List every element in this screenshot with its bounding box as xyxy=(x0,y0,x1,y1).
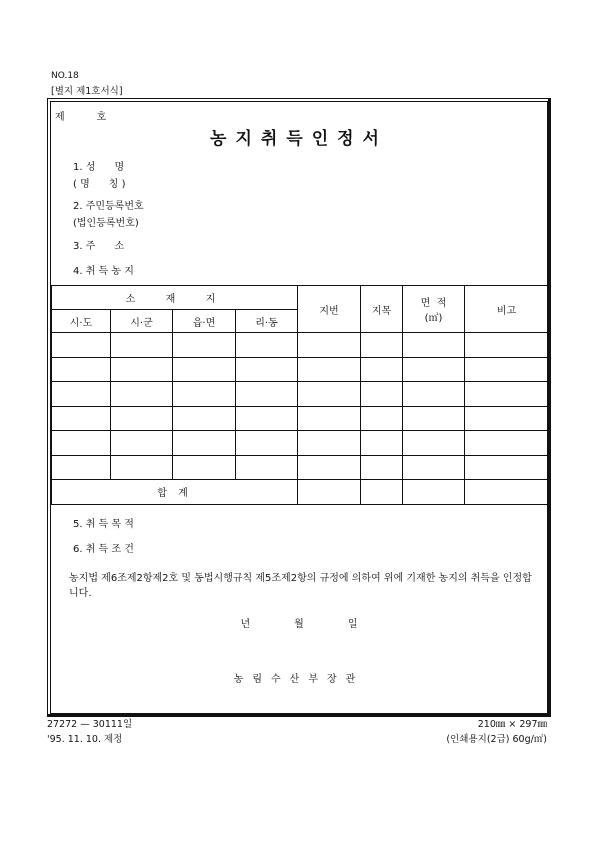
table-cell xyxy=(403,431,465,456)
table-body xyxy=(52,333,549,480)
table-cell xyxy=(52,406,111,431)
certification-statement: 농지법 제6조제2항제2호 및 동법시행규칙 제5조제2항의 규정에 의하여 위에 기재한 농지의 취득을 인정합니다. xyxy=(69,573,532,599)
sigun-header: 시·군 xyxy=(111,310,173,333)
date-month: 월 xyxy=(294,619,304,630)
ridong-header: 리·동 xyxy=(236,310,298,333)
footer-paper: (인쇄용지(2급) 60g/㎡) xyxy=(446,734,547,745)
table-cell xyxy=(52,333,111,358)
issue-date xyxy=(51,615,547,630)
field-reg-number xyxy=(73,197,144,229)
table-cell xyxy=(465,431,549,456)
form-label: [별지 제1호서식] xyxy=(51,86,123,97)
table-cell xyxy=(52,431,111,456)
table-cell xyxy=(361,357,403,382)
serial-suffix: 호 xyxy=(96,112,107,123)
table-cell xyxy=(173,431,236,456)
total-cell xyxy=(298,480,361,505)
table-row xyxy=(52,382,549,407)
total-label: 합 계 xyxy=(52,480,298,505)
table-cell xyxy=(465,382,549,407)
table-cell xyxy=(465,406,549,431)
table-cell xyxy=(361,406,403,431)
acquisition-purpose: 5. 취 득 목 적 xyxy=(73,519,134,530)
table-row xyxy=(52,431,549,456)
field-farmland: 4. 취 득 농 지 xyxy=(73,266,134,277)
certificate-frame xyxy=(47,98,551,717)
footer-size: 210㎜ × 297㎜ xyxy=(477,719,547,730)
date-day: 일 xyxy=(347,619,358,630)
issuer-title: 농림수산부장관 xyxy=(233,674,365,685)
location-header: 소 재 지 xyxy=(52,286,298,310)
table-cell xyxy=(361,431,403,456)
table-row xyxy=(52,406,549,431)
field-name xyxy=(73,158,126,190)
table-row xyxy=(52,455,549,480)
area-unit: (㎡) xyxy=(424,313,443,324)
table-cell xyxy=(236,357,298,382)
table-cell xyxy=(52,455,111,480)
table-cell xyxy=(236,406,298,431)
table-cell xyxy=(298,333,361,358)
table-cell xyxy=(465,455,549,480)
table-cell xyxy=(236,455,298,480)
table-cell xyxy=(298,382,361,407)
footer-enacted: '95. 11. 10. 제정 xyxy=(47,734,123,745)
table-cell xyxy=(403,357,465,382)
table-cell xyxy=(173,382,236,407)
eupmyeon-header: 읍·면 xyxy=(173,310,236,333)
table-cell xyxy=(403,455,465,480)
jibeon-header: 지번 xyxy=(298,286,361,333)
table-cell xyxy=(236,333,298,358)
table-cell xyxy=(465,333,549,358)
table-cell xyxy=(298,406,361,431)
table-cell xyxy=(111,333,173,358)
table-row xyxy=(52,357,549,382)
total-row xyxy=(52,480,549,505)
table-cell xyxy=(111,382,173,407)
field-address: 3. 주 소 xyxy=(73,241,125,252)
field-reg-number-sub: (법인등록번호) xyxy=(73,218,139,229)
table-cell xyxy=(361,333,403,358)
field-reg-number-label: 2. 주민등록번호 xyxy=(73,201,144,212)
table-cell xyxy=(403,406,465,431)
table-cell xyxy=(298,431,361,456)
table-cell xyxy=(111,357,173,382)
total-cell xyxy=(361,480,403,505)
total-cell xyxy=(465,480,549,505)
table-cell xyxy=(465,357,549,382)
document-title: 농지취득인정서 xyxy=(210,129,388,149)
area-label: 면 적 xyxy=(420,298,447,309)
table-cell xyxy=(173,333,236,358)
footer-code: 27272 — 30111일 xyxy=(47,719,133,730)
table-cell xyxy=(111,406,173,431)
date-year: 년 xyxy=(240,619,251,630)
table-row xyxy=(52,333,549,358)
table-cell xyxy=(298,357,361,382)
table-cell xyxy=(361,382,403,407)
table-cell xyxy=(298,455,361,480)
table-cell xyxy=(111,431,173,456)
table-cell xyxy=(52,357,111,382)
table-cell xyxy=(173,357,236,382)
form-number: NO.18 xyxy=(51,71,79,81)
table-header-row xyxy=(52,286,549,310)
table-cell xyxy=(52,382,111,407)
table-cell xyxy=(173,406,236,431)
table-cell xyxy=(236,382,298,407)
jimok-header: 지목 xyxy=(361,286,403,333)
field-name-label: 1. 성 명 xyxy=(73,162,125,173)
certificate-body xyxy=(50,101,548,714)
table-cell xyxy=(111,455,173,480)
table-cell xyxy=(236,431,298,456)
table-cell xyxy=(173,455,236,480)
serial-number xyxy=(55,108,106,123)
remarks-header: 비고 xyxy=(465,286,549,333)
total-cell xyxy=(403,480,465,505)
acquisition-conditions: 6. 취 득 조 건 xyxy=(73,544,134,555)
sido-header: 시·도 xyxy=(52,310,111,333)
table-cell xyxy=(403,382,465,407)
area-header xyxy=(403,286,465,333)
table-cell xyxy=(361,455,403,480)
table-cell xyxy=(403,333,465,358)
field-name-sub: ( 명 칭 ) xyxy=(73,179,126,190)
farmland-table xyxy=(51,285,549,505)
serial-prefix: 제 xyxy=(55,112,65,123)
